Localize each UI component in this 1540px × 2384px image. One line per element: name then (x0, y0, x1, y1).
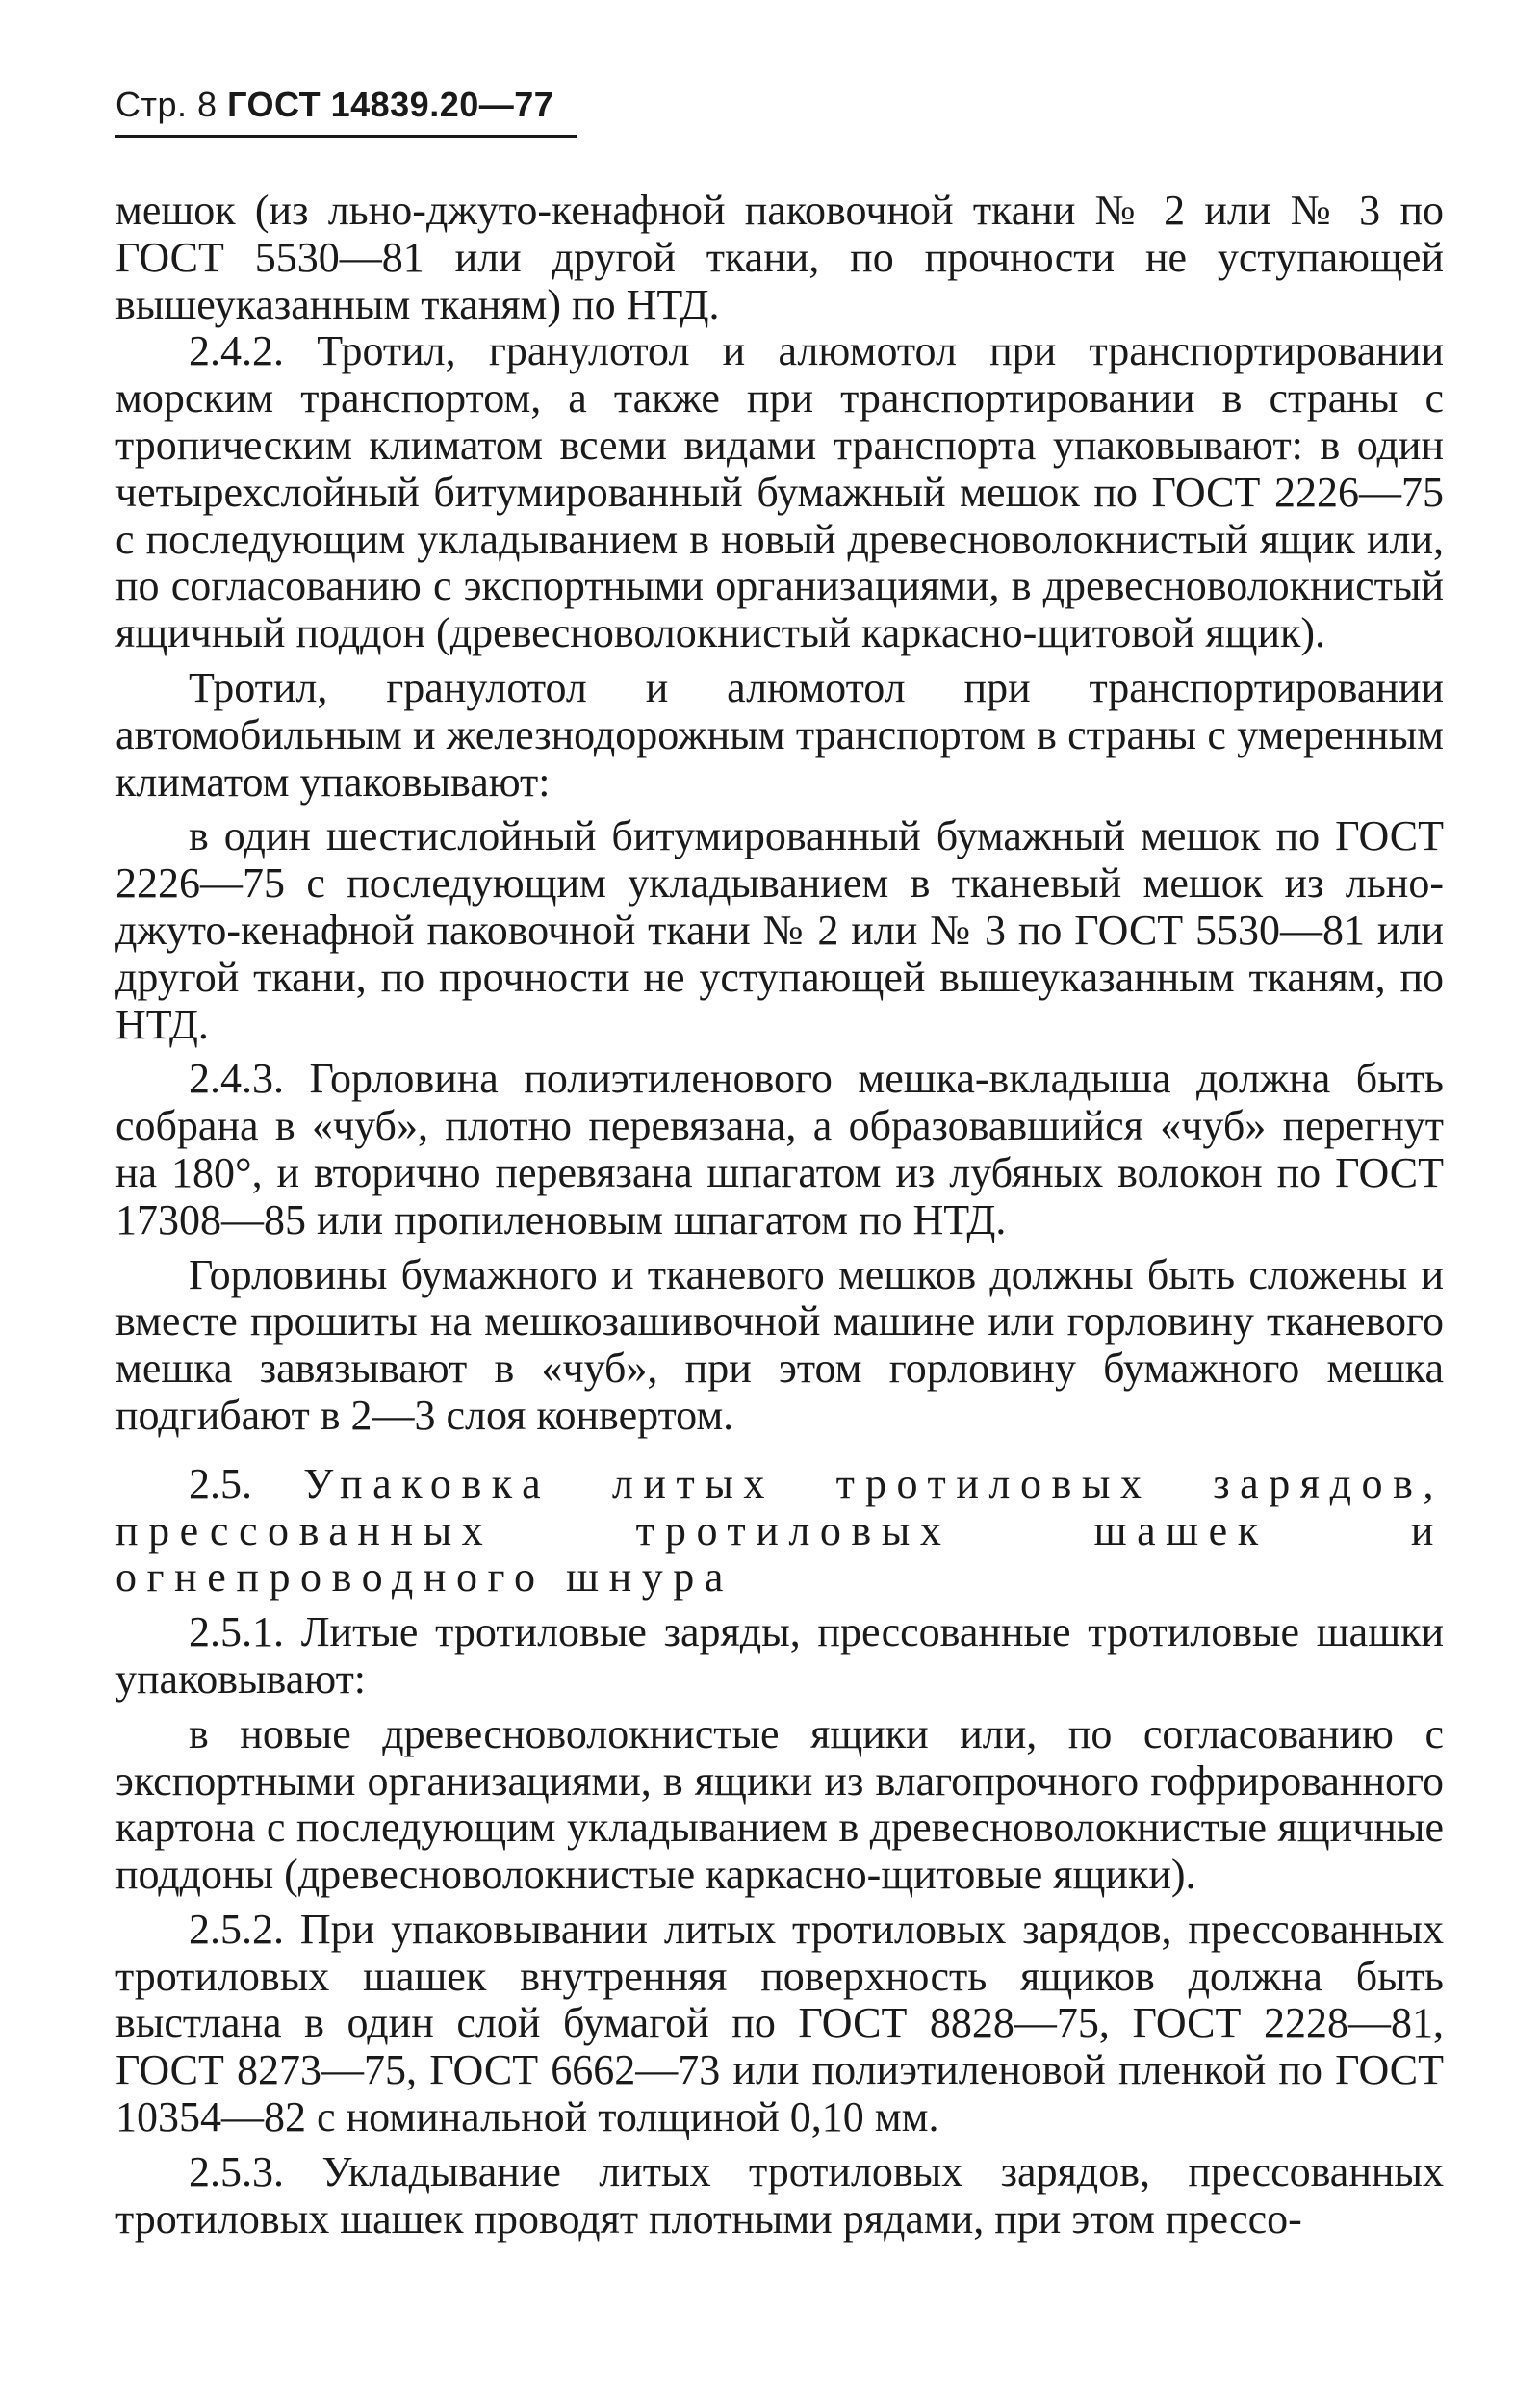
document-page (116, 85, 1444, 2243)
page-number: Стр. 8 (116, 85, 218, 124)
paragraph-2-4-2: 2.4.2. Тротил, гранулотол и алюмотол при транспортировании морским транспортом, а также при транспортировании в страны с тропическим климатом всеми видами транспорта упаковывают: в один четырехслойный битумированный бумажный мешок по ГОСТ 2226—75 с последующим укладыванием в новый древесноволокнистый ящик или, по согласованию с экспортными организациями, в древесноволокнистый ящичный поддон (древесноволокнистый каркасно-щитовой ящик). (116, 327, 1444, 657)
paragraph-continuation: мешок (из льно-джуто-кенафной паковочной ткани № 2 или № 3 по ГОСТ 5530—81 или другой ткани, по прочности не уступающей вышеуказанным тканям) по НТД. (116, 187, 1444, 328)
paragraph-2-5-3: 2.5.3. Укладывание литых тротиловых зарядов, прессованных тротиловых шашек проводят плотными рядами, при этом прессо- (116, 2147, 1444, 2243)
paragraph-tropical-alt: Тротил, гранулотол и алюмотол при транспортировании автомобильным и железнодорожным транспортом в страны с умеренным климатом упаковывают: (116, 663, 1444, 806)
page-header (116, 85, 578, 138)
paragraph-bag-necks: Горловины бумажного и тканевого мешков должны быть сложены и вместе прошиты на мешкозашивочной машине или горловину тканевого мешка завязывают в «чуб», при этом горловину бумажного мешка подгибают в 2—3 слоя конвертом. (116, 1250, 1444, 1439)
section-title: Упаковка литых тротиловых зарядов, прессованных тротиловых шашек и огнепроводного шнура (116, 1459, 1445, 1602)
paragraph-new-boxes: в новые древесноволокнистые ящики или, по согласованию с экспортными организациями, в ящики из влагопрочного гофрированного картона с последующим укладыванием в древесноволокнистые ящичные поддоны (древесноволокнистые каркасно-щитовые ящики). (116, 1709, 1444, 1899)
paragraph-2-5-2: 2.5.2. При упаковывании литых тротиловых зарядов, прессованных тротиловых шашек внутренняя поверхность ящиков должна быть выстлана в один слой бумагой по ГОСТ 8828—75, ГОСТ 2228—81, ГОСТ 8273—75, ГОСТ 6662—73 или полиэтиленовой пленкой по ГОСТ 10354—82 с номинальной толщиной 0,10 мм. (116, 1905, 1444, 2141)
section-heading-2-5 (116, 1461, 1444, 1602)
standard-code: ГОСТ 14839.20—77 (227, 85, 554, 124)
paragraph-six-layer-bag: в один шестислойный битумированный бумажный мешок по ГОСТ 2226—75 с последующим укладыванием в тканевый мешок из льно-джуто-кенафной паковочной ткани № 2 или № 3 по ГОСТ 5530—81 или другой ткани, по прочности не уступающей вышеуказанным тканям, по НТД. (116, 812, 1444, 1048)
section-number: 2.5. (189, 1459, 252, 1507)
paragraph-2-5-1: 2.5.1. Литые тротиловые заряды, прессованные тротиловые шашки упаковывают: (116, 1608, 1444, 1703)
paragraph-2-4-3: 2.4.3. Горловина полиэтиленового мешка-вкладыша должна быть собрана в «чуб», плотно перевязана, а образовавшийся «чуб» перегнут на 180°, и вторично перевязана шпагатом из лубяных волокон по ГОСТ 17308—85 или пропиленовым шпагатом по НТД. (116, 1055, 1444, 1243)
